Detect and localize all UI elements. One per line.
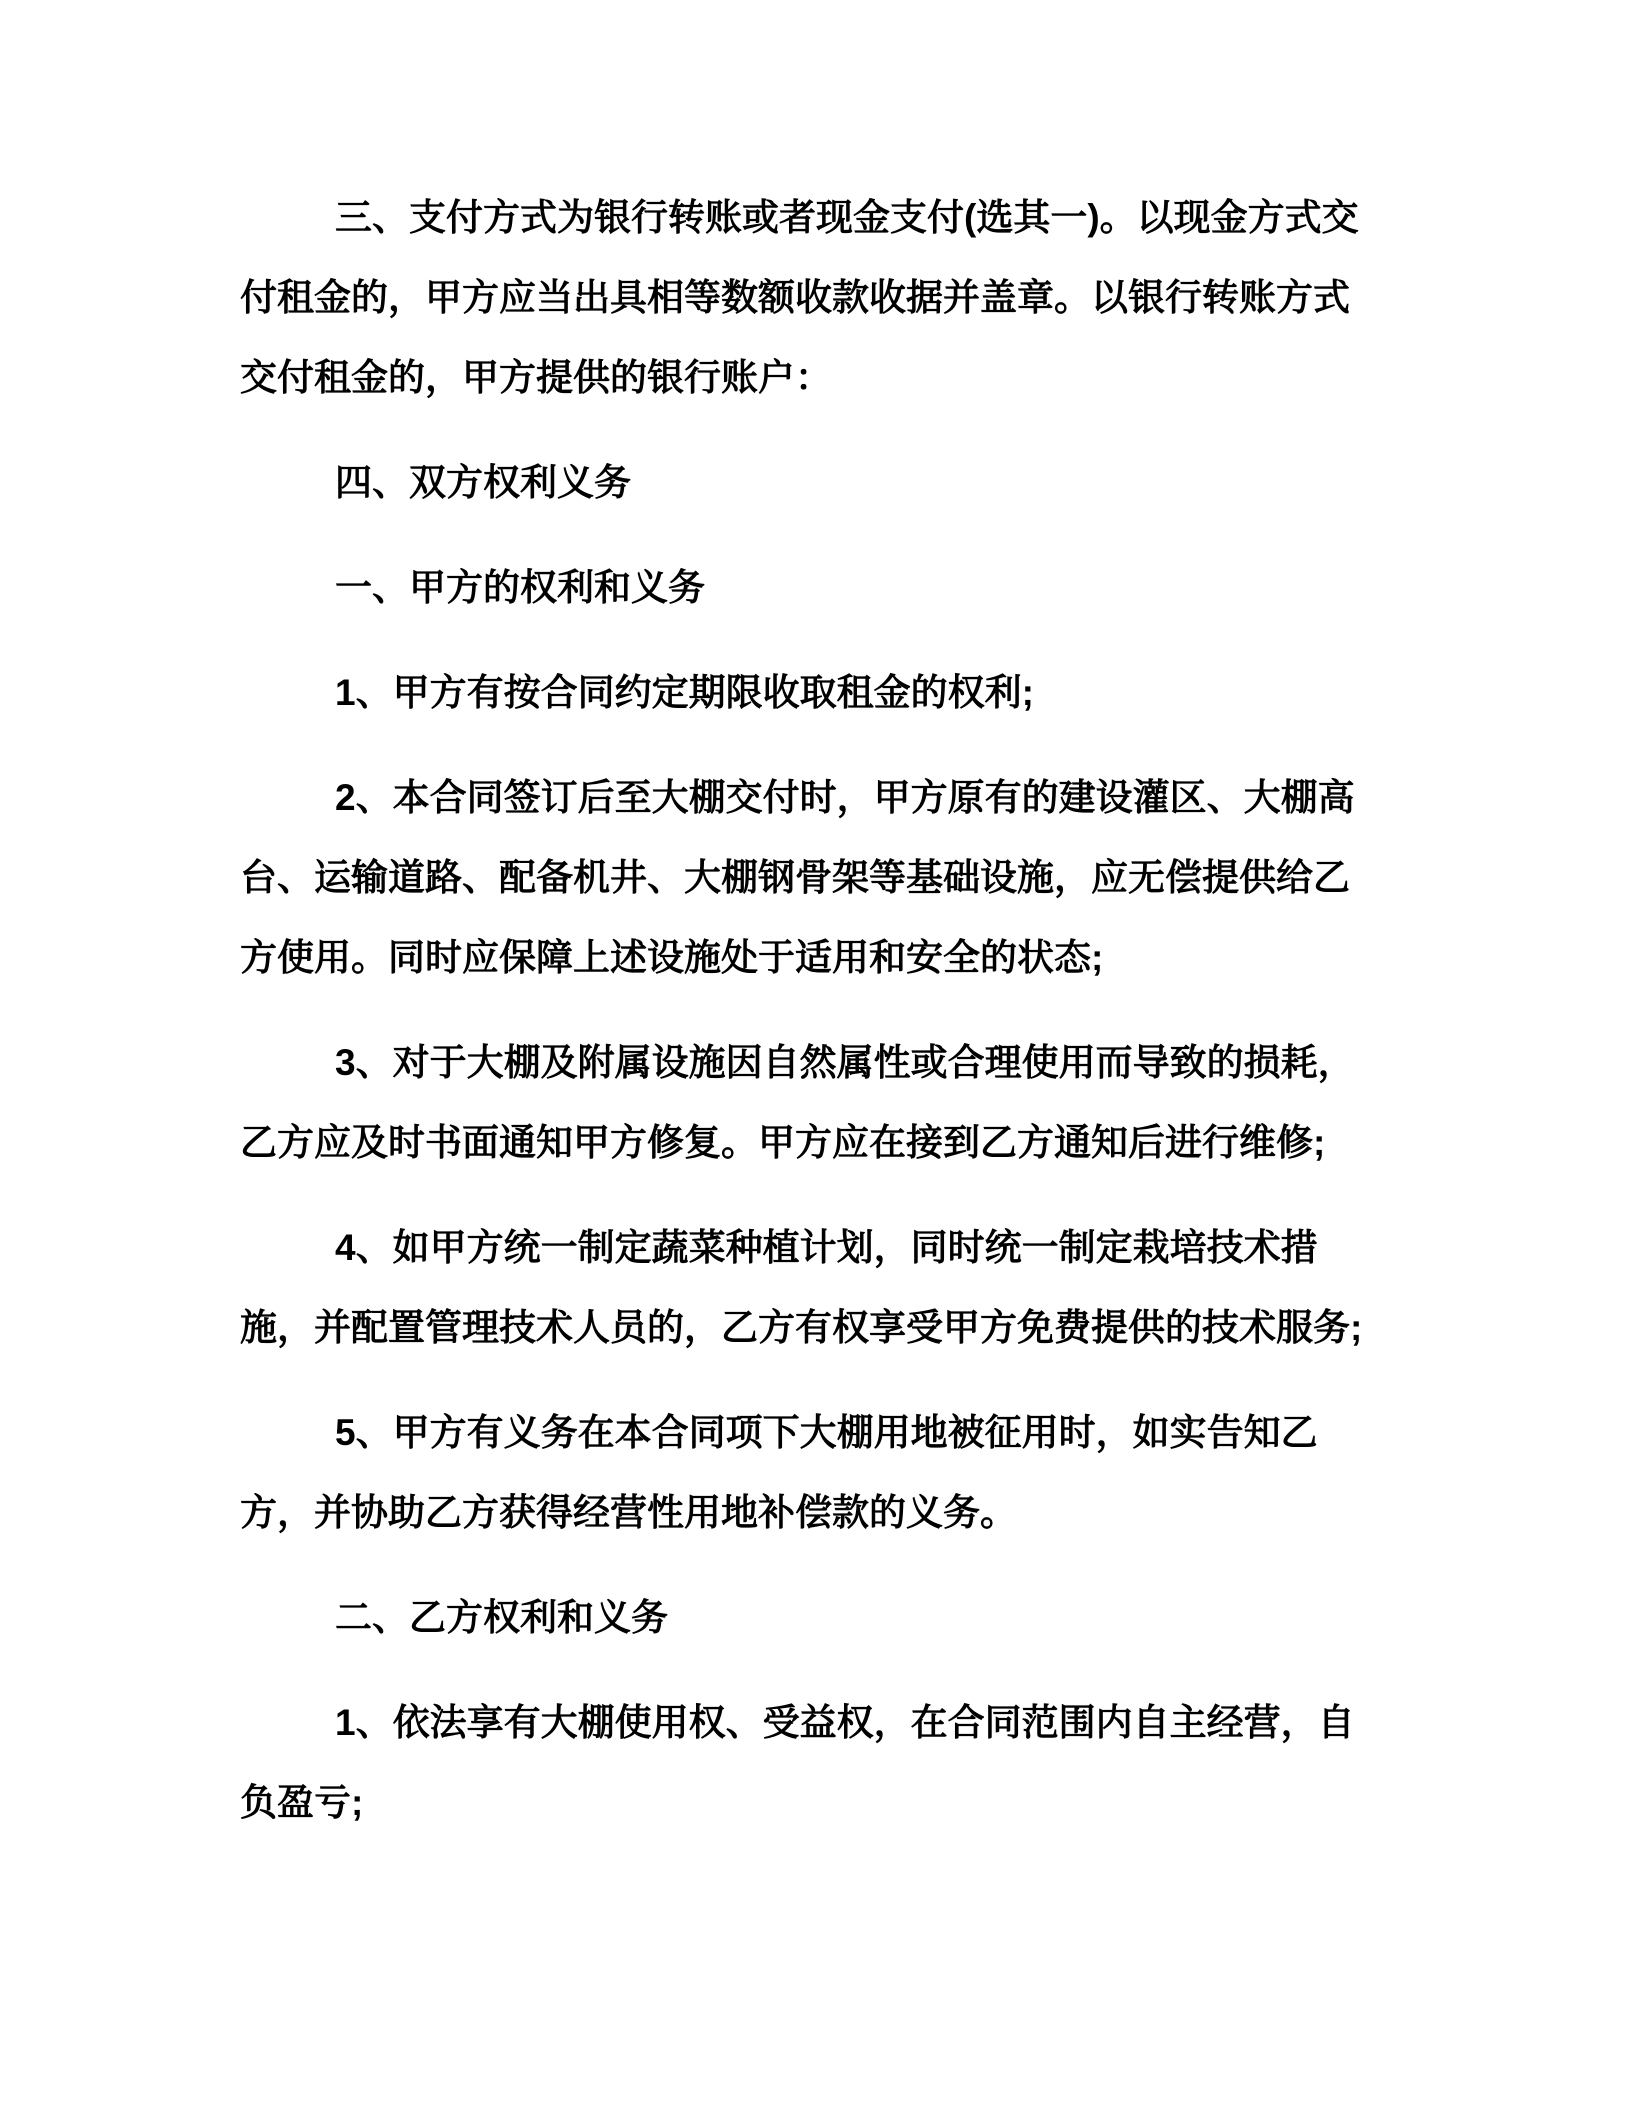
party-a-item-3: 3、对于大棚及附属设施因自然属性或合理使用而导致的损耗，乙方应及时书面通知甲方修复。甲方应在接到乙方通知后进行维修; xyxy=(240,1042,1355,1163)
clause-payment-method: 三、支付方式为银行转账或者现金支付(选其一)。以现金方式交付租金的，甲方应当出具相等数额收款收据并盖章。以银行转账方式交付租金的，甲方提供的银行账户： xyxy=(240,197,1359,398)
heading-party-a-rights-obligations: 一、甲方的权利和义务 xyxy=(335,567,705,608)
heading-party-b-rights-obligations: 二、乙方权利和义务 xyxy=(335,1597,668,1638)
party-a-item-1: 1、甲方有按合同约定期限收取租金的权利; xyxy=(335,672,1034,713)
party-a-item-2: 2、本合同签订后至大棚交付时，甲方原有的建设灌区、大棚高台、运输道路、配备机井、大棚钢骨架等基础设施，应无偿提供给乙方使用。同时应保障上述设施处于适用和安全的状态; xyxy=(240,777,1355,978)
document-body xyxy=(240,178,1375,1843)
party-b-item-1: 1、依法享有大棚使用权、受益权，在合同范围内自主经营，自负盈亏; xyxy=(240,1702,1355,1823)
heading-section-four-rights-obligations: 四、双方权利义务 xyxy=(335,462,631,503)
party-a-item-5: 5、甲方有义务在本合同项下大棚用地被征用时，如实告知乙方，并协助乙方获得经营性用地补偿款的义务。 xyxy=(240,1412,1318,1533)
party-a-item-4: 4、如甲方统一制定蔬菜种植计划，同时统一制定栽培技术措施，并配置管理技术人员的，乙方有权享受甲方免费提供的技术服务; xyxy=(240,1227,1363,1348)
